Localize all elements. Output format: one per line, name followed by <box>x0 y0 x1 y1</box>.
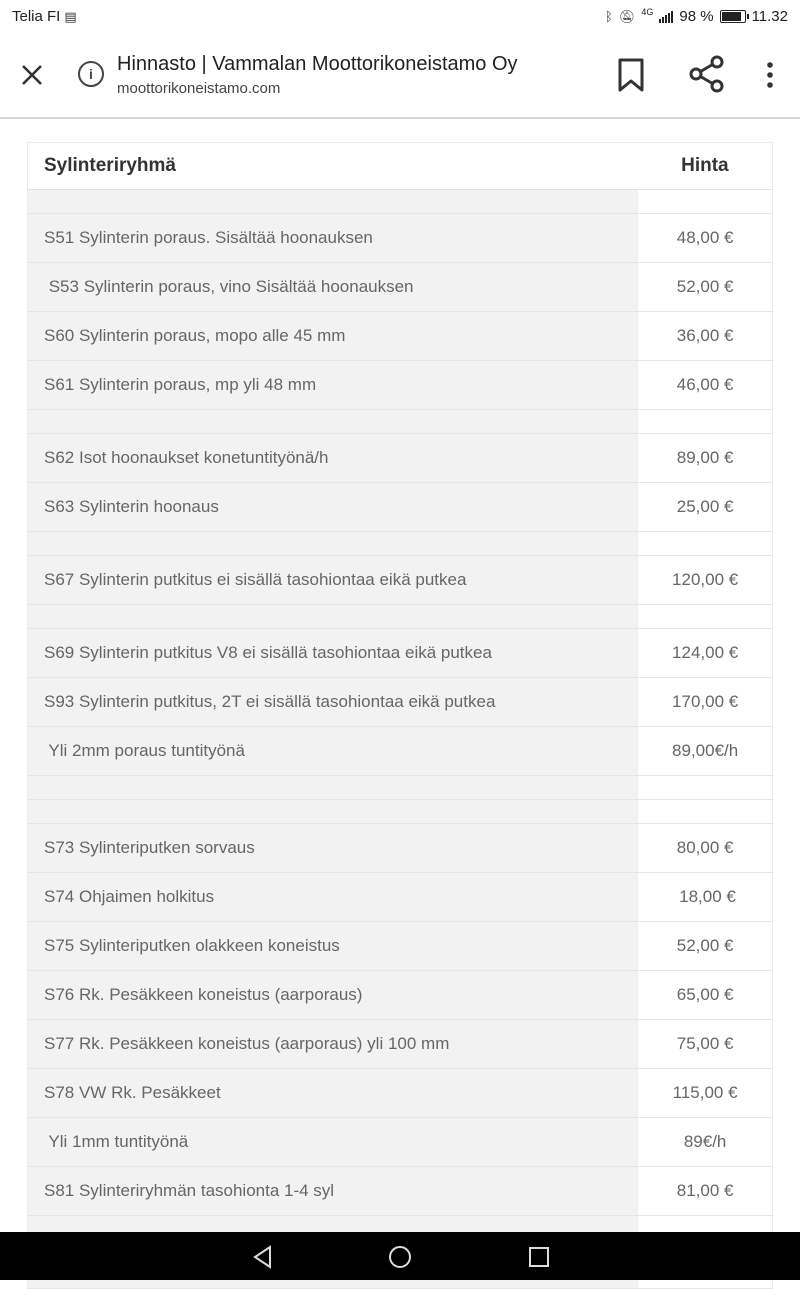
row-price <box>638 776 773 800</box>
row-description: S77 Rk. Pesäkkeen koneistus (aarporaus) yli 100 mm <box>28 1020 638 1069</box>
recents-icon[interactable] <box>526 1244 552 1270</box>
table-row <box>28 727 773 776</box>
row-description: S78 VW Rk. Pesäkkeet <box>28 1069 638 1118</box>
signal-icon <box>659 10 673 23</box>
close-button[interactable] <box>12 55 52 95</box>
table-row <box>28 434 773 483</box>
table-row <box>28 873 773 922</box>
info-icon[interactable]: i <box>78 61 104 87</box>
row-price: 89€/h <box>638 1118 773 1167</box>
table-body <box>28 190 773 1289</box>
mute-icon: 🔕︎ <box>618 8 636 24</box>
row-description: S53 Sylinterin poraus, vino Sisältää hoonauksen <box>28 263 638 312</box>
row-description <box>28 776 638 800</box>
row-price <box>638 410 773 434</box>
spacer-row <box>28 605 773 629</box>
table-row <box>28 824 773 873</box>
row-description <box>28 800 638 824</box>
row-description: S76 Rk. Pesäkkeen koneistus (aarporaus) <box>28 971 638 1020</box>
carrier-label: Telia FI <box>12 8 61 25</box>
status-right <box>605 8 788 25</box>
price-table <box>27 142 773 1289</box>
row-description: S61 Sylinterin poraus, mp yli 48 mm <box>28 361 638 410</box>
row-price: 52,00 € <box>638 922 773 971</box>
table-header-row <box>28 143 773 190</box>
back-icon[interactable] <box>250 1244 276 1270</box>
table-row <box>28 1069 773 1118</box>
table-row <box>28 361 773 410</box>
home-icon[interactable] <box>387 1244 413 1270</box>
battery-percent: 98 % <box>679 8 714 25</box>
row-description <box>28 190 638 214</box>
row-price: 25,00 € <box>638 483 773 532</box>
battery-icon <box>720 10 746 23</box>
row-price: 89,00 € <box>638 434 773 483</box>
row-description: S62 Isot hoonaukset konetuntityönä/h <box>28 434 638 483</box>
toolbar-titles <box>117 53 518 97</box>
spacer-row <box>28 190 773 214</box>
row-description: S51 Sylinterin poraus. Sisältää hoonauksen <box>28 214 638 263</box>
table-row <box>28 1167 773 1216</box>
page-title: Hinnasto | Vammalan Moottorikoneistamo Oy <box>117 53 518 75</box>
row-price: 80,00 € <box>638 824 773 873</box>
table-row <box>28 1020 773 1069</box>
row-price: 65,00 € <box>638 971 773 1020</box>
row-price: 120,00 € <box>638 556 773 605</box>
row-price <box>638 605 773 629</box>
row-description <box>28 532 638 556</box>
bluetooth-icon: ᛒ <box>605 9 613 24</box>
row-price: 52,00 € <box>638 263 773 312</box>
table-row <box>28 1118 773 1167</box>
row-description: Yli 2mm poraus tuntityönä <box>28 727 638 776</box>
row-price: 81,00 € <box>638 1167 773 1216</box>
web-content[interactable] <box>0 119 800 1232</box>
more-vert-icon[interactable] <box>756 61 784 89</box>
row-price: 36,00 € <box>638 312 773 361</box>
close-icon <box>21 64 43 86</box>
row-price <box>638 532 773 556</box>
share-icon[interactable] <box>688 55 726 93</box>
row-price: 46,00 € <box>638 361 773 410</box>
system-nav-bar <box>0 1232 800 1280</box>
network-type-label: 4G <box>641 6 654 17</box>
custom-tab-toolbar <box>0 33 800 119</box>
row-description: S73 Sylinteriputken sorvaus <box>28 824 638 873</box>
spacer-row <box>28 776 773 800</box>
table-row <box>28 263 773 312</box>
row-price: 18,00 € <box>638 873 773 922</box>
table-row <box>28 971 773 1020</box>
row-price: 75,00 € <box>638 1020 773 1069</box>
column-header-description: Sylinteriryhmä <box>28 143 638 190</box>
table-row <box>28 214 773 263</box>
clock: 11.32 <box>751 8 788 25</box>
row-description: Yli 1mm tuntityönä <box>28 1118 638 1167</box>
bookmark-icon[interactable] <box>615 57 647 93</box>
row-description: S75 Sylinteriputken olakkeen koneistus <box>28 922 638 971</box>
table-row <box>28 629 773 678</box>
row-description: S93 Sylinterin putkitus, 2T ei sisällä tasohiontaa eikä putkea <box>28 678 638 727</box>
row-description <box>28 605 638 629</box>
status-bar <box>0 0 800 33</box>
row-description: S60 Sylinterin poraus, mopo alle 45 mm <box>28 312 638 361</box>
status-left <box>12 8 77 25</box>
row-price: 124,00 € <box>638 629 773 678</box>
table-row <box>28 922 773 971</box>
row-description <box>28 410 638 434</box>
row-description: S69 Sylinterin putkitus V8 ei sisällä tasohiontaa eikä putkea <box>28 629 638 678</box>
row-price: 89,00€/h <box>638 727 773 776</box>
row-description: S67 Sylinterin putkitus ei sisällä tasohiontaa eikä putkea <box>28 556 638 605</box>
row-price <box>638 800 773 824</box>
row-price: 115,00 € <box>638 1069 773 1118</box>
table-row <box>28 312 773 361</box>
row-price <box>638 190 773 214</box>
page-url: moottorikoneistamo.com <box>117 80 281 97</box>
row-description: S81 Sylinteriryhmän tasohionta 1-4 syl <box>28 1167 638 1216</box>
table-row <box>28 678 773 727</box>
news-notification-icon: ▤ <box>64 8 77 24</box>
column-header-price: Hinta <box>638 143 773 190</box>
spacer-row <box>28 532 773 556</box>
row-price: 48,00 € <box>638 214 773 263</box>
table-row <box>28 483 773 532</box>
row-description: S74 Ohjaimen holkitus <box>28 873 638 922</box>
row-description: S63 Sylinterin hoonaus <box>28 483 638 532</box>
spacer-row <box>28 410 773 434</box>
table-row <box>28 556 773 605</box>
spacer-row <box>28 800 773 824</box>
row-price: 170,00 € <box>638 678 773 727</box>
